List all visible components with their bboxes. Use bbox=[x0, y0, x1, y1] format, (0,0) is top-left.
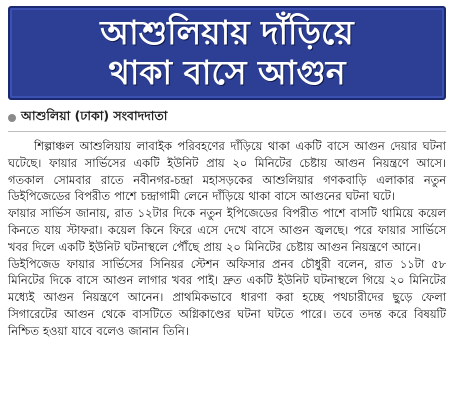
byline-text: আশুলিয়া (ঢাকা) সংবাদদাতা bbox=[21, 108, 168, 123]
bullet-icon bbox=[8, 114, 16, 122]
headline-banner bbox=[8, 6, 446, 100]
headline-line-2: থাকা বাসে আগুন bbox=[108, 53, 346, 92]
article-paragraph-3: ডিইপিজেড ফায়ার সার্ভিসের সিনিয়র স্টেশন অফিসার প্রনব চৌধুরী বলেন, রাত ১১টা ৫৮ মিনিটের দিকে বাসে আগুন লাগার খবর পাই। দ্রুত একটি ইউনিট ঘটনাস্থলে গিয়ে ২০ মিনিটের মধ্যেই আগুন নিয়ন্ত্রণে আনেন। প্রাথমিকভাবে ধারণা করা হচ্ছে পথচারীদের ছুড়ে ফেলা সিগারেটের আগুন থেকে বাসটিতে অগ্নিকাণ্ডের ঘটনা ঘটতে পারে। তবে তদন্ত করে বিষয়টি নিশ্চিত হওয়া যাবে বলেও জানান তিনি। bbox=[8, 256, 446, 338]
divider bbox=[8, 131, 446, 132]
headline-line-1: আশুলিয়ায় দাঁড়িয়ে bbox=[100, 13, 354, 52]
article-paragraph-2: ফায়ার সার্ভিস জানায়, রাত ১২টার দিকে নতুন ইপিজেডের বিপরীত পাশে বাসটি থামিয়ে কয়েল কিনতে যায় স্টাফরা। কয়েল কিনে ফিরে এসে দেখে বাসে আগুন জ্বলছে। পরে ফায়ার সার্ভিসে খবর দিলে একটি ইউনিট ঘটনাস্থলে পৌঁছে প্রায় ২০ মিনিটের চেষ্টায় আগুন নিয়ন্ত্রণে আনে। bbox=[8, 206, 446, 254]
article-paragraph-1: শিল্পাঞ্চল আশুলিয়ায় লাবাইক পরিবহণের দাঁড়িয়ে থাকা একটি বাসে আগুন দেয়ার ঘটনা ঘটেছে। ফায়ার সার্ভিসের একটি ইউনিট প্রায় ২০ মিনিটের চেষ্টায় আগুন নিয়ন্ত্রণে আসে। গতকাল সোমবার রাতে নবীনগর-চন্দ্রা মহাসড়কের আশুলিয়ার গণকবাড়ি এলাকার নতুন ডিইপিজেডের বিপরীত পাশে চন্দ্রাগামী লেনে দাঁড়িয়ে থাকা বাসে আগুনের ঘটনা ঘটে। bbox=[8, 139, 446, 204]
article-body bbox=[8, 138, 446, 340]
byline bbox=[8, 109, 446, 127]
